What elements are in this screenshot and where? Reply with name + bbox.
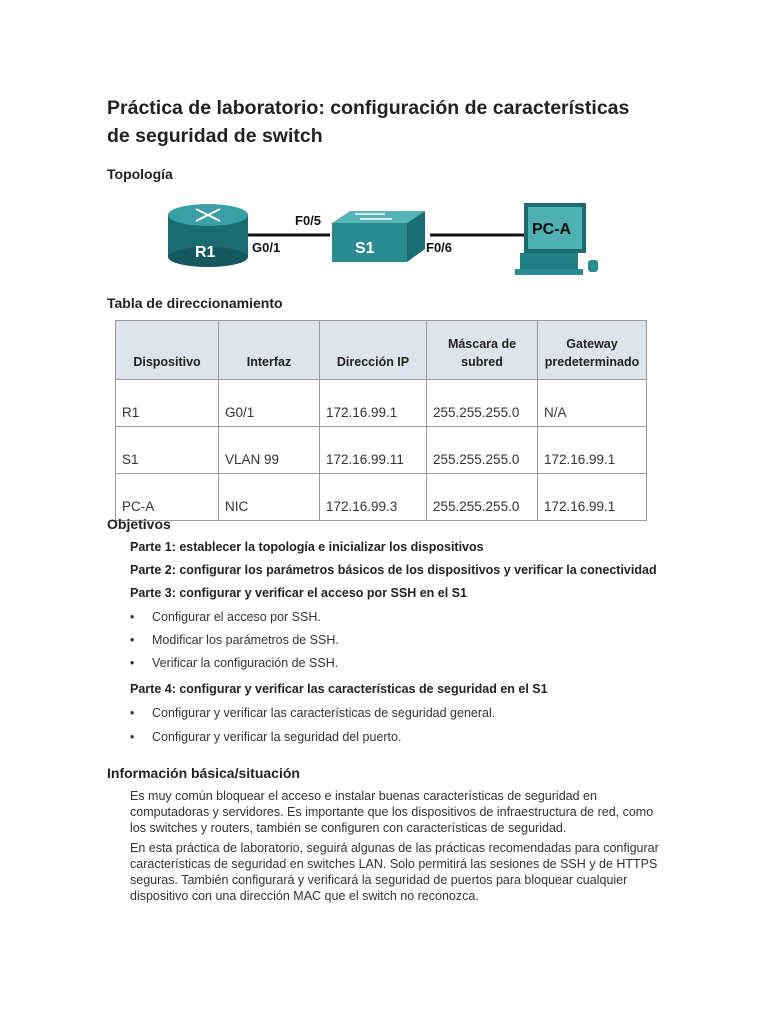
objective-part-4: Parte 4: configurar y verificar las características de seguridad en el S1 (130, 682, 548, 696)
list-item (130, 610, 321, 624)
cell-device: S1 (116, 427, 219, 474)
objective-part-3: Parte 3: configurar y verificar el acceso por SSH en el S1 (130, 586, 467, 600)
objetivos-heading: Objetivos (107, 516, 171, 532)
cell-gateway: N/A (538, 380, 647, 427)
bullet-icon: • (130, 633, 135, 647)
link-label-f05: F0/5 (295, 213, 322, 228)
info-paragraph-1: Es muy común bloquear el acceso e instalar buenas características de seguridad en computadoras y servidores. Es importante que los dispositivos de infraestructura de red, como los switches y routers, también se configuren con características de seguridad. (130, 789, 654, 835)
cell-device: PC-A (116, 474, 219, 521)
topologia-heading: Topología (107, 166, 173, 182)
bullet-text: Configurar y verificar la seguridad del puerto. (152, 730, 402, 744)
bullet-text: Configurar el acceso por SSH. (152, 610, 321, 624)
col-gateway: Gateway predeterminado (538, 321, 647, 380)
cell-interface: NIC (219, 474, 320, 521)
info-paragraph-2: En esta práctica de laboratorio, seguirá algunas de las prácticas recomendadas para configurar características de seguridad en switches LAN. Solo permitirá las sesiones de SSH y de HTTPS seguras. También configurará y verificará la seguridad de puertos para bloquear cualquier dispositivo con una dirección MAC que el switch no reconozca. (130, 841, 659, 903)
link-label-g01: G0/1 (252, 240, 281, 255)
col-dispositivo: Dispositivo (116, 321, 219, 380)
table-row (116, 427, 647, 474)
cell-ip: 172.16.99.3 (320, 474, 427, 521)
cell-gateway: 172.16.99.1 (538, 474, 647, 521)
objective-part-1: Parte 1: establecer la topología e inicializar los dispositivos (130, 540, 484, 554)
bullet-text: Modificar los parámetros de SSH. (152, 633, 339, 647)
cell-mask: 255.255.255.0 (427, 474, 538, 521)
cell-gateway: 172.16.99.1 (538, 427, 647, 474)
cell-device: R1 (116, 380, 219, 427)
bullet-icon: • (130, 656, 135, 670)
page-title (107, 94, 687, 150)
list-item (130, 730, 401, 744)
bullet-text: Verificar la configuración de SSH. (152, 656, 339, 670)
title-line-2: de seguridad de switch (107, 125, 323, 147)
info-heading: Información básica/situación (107, 765, 300, 781)
cell-mask: 255.255.255.0 (427, 427, 538, 474)
bullet-icon: • (130, 730, 135, 744)
objective-part-2: Parte 2: configurar los parámetros básicos de los dispositivos y verificar la conectividad (130, 563, 657, 577)
list-item (130, 706, 495, 720)
r1-label: R1 (195, 244, 216, 261)
bullet-icon: • (130, 706, 135, 720)
cell-ip: 172.16.99.1 (320, 380, 427, 427)
pc-a (515, 203, 598, 275)
table-row (116, 380, 647, 427)
bullet-icon: • (130, 610, 135, 624)
pca-label: PC-A (532, 221, 572, 238)
switch-s1 (332, 211, 425, 262)
col-direccion-ip: Dirección IP (320, 321, 427, 380)
link-label-f06: F0/6 (426, 240, 453, 255)
list-item (130, 656, 338, 670)
cell-interface: VLAN 99 (219, 427, 320, 474)
bullet-text: Configurar y verificar las características de seguridad general. (152, 706, 496, 720)
addressing-table (115, 320, 647, 521)
col-interfaz: Interfaz (219, 321, 320, 380)
tabla-heading: Tabla de direccionamiento (107, 295, 283, 311)
s1-label: S1 (355, 240, 375, 257)
topology-diagram (160, 195, 610, 285)
col-mascara: Máscara de subred (427, 321, 538, 380)
table-header-row (116, 321, 647, 380)
title-line-1: Práctica de laboratorio: configuración de características (107, 97, 630, 119)
router-r1 (168, 204, 248, 267)
cell-interface: G0/1 (219, 380, 320, 427)
list-item (130, 633, 339, 647)
cell-mask: 255.255.255.0 (427, 380, 538, 427)
cell-ip: 172.16.99.11 (320, 427, 427, 474)
table-row (116, 474, 647, 521)
